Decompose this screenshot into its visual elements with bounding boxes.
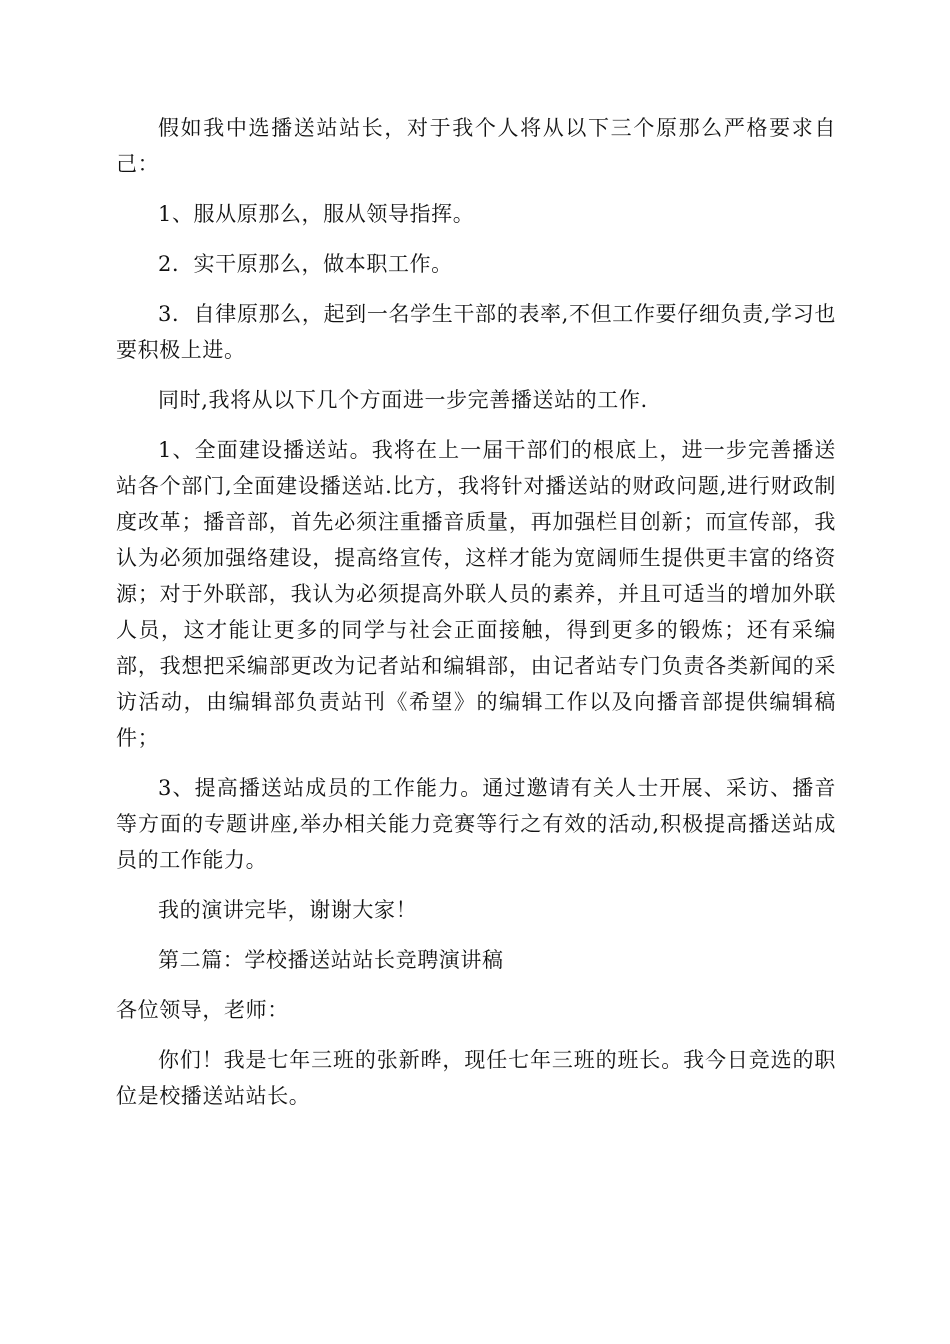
- salutation: 各位领导，老师：: [116, 998, 289, 1022]
- paragraph-closing: 我的演讲完毕，谢谢大家！: [158, 898, 418, 922]
- paragraph-improvement-1: 1、全面建设播送站。我将在上一届干部们的根底上，进一步完善播送站各个部门,全面建设播送站.比方，我将针对播送站的财政问题,进行财政制度改革；播音部，首先必须注重播音质量，再加强栏目创新；而宣传部，我认为必须加强络建设，提高络宣传，这样才能为宽阔师生提供更丰富的络资源；对于外联部，我认为必须提高外联人员的素养，并且可适当的增加外联人员，这才能让更多的同学与社会正面接触，得到更多的锻炼；还有采编部，我想把采编部更改为记者站和编辑部，由记者站专门负责各类新闻的采访活动，由编辑部负责站刊《希望》的编辑工作以及向播音部提供编辑稿件；: [116, 438, 836, 750]
- paragraph-principles-intro: 假如我中选播送站站长，对于我个人将从以下三个原那么严格要求自己：: [116, 116, 836, 176]
- paragraph-principle-1: 1、服从原那么，服从领导指挥。: [158, 202, 475, 226]
- paragraph-principle-3: 3．自律原那么，起到一名学生干部的表率,不但工作要仔细负责,学习也要积极上进。: [116, 302, 836, 362]
- section-heading-second: 第二篇：学校播送站站长竞聘演讲稿: [158, 948, 504, 972]
- paragraph-principle-2: 2．实干原那么，做本职工作。: [158, 252, 453, 276]
- document-body: [116, 110, 836, 1128]
- paragraph-improvement-intro: 同时,我将从以下几个方面进一步完善播送站的工作.: [158, 388, 648, 412]
- paragraph-improvement-3: 3、提高播送站成员的工作能力。通过邀请有关人士开展、采访、播音等方面的专题讲座,举办相关能力竞赛等行之有效的活动,积极提高播送站成员的工作能力。: [116, 776, 836, 872]
- paragraph-self-introduction: 你们！我是七年三班的张新晔，现任七年三班的班长。我今日竞选的职位是校播送站站长。: [116, 1048, 836, 1108]
